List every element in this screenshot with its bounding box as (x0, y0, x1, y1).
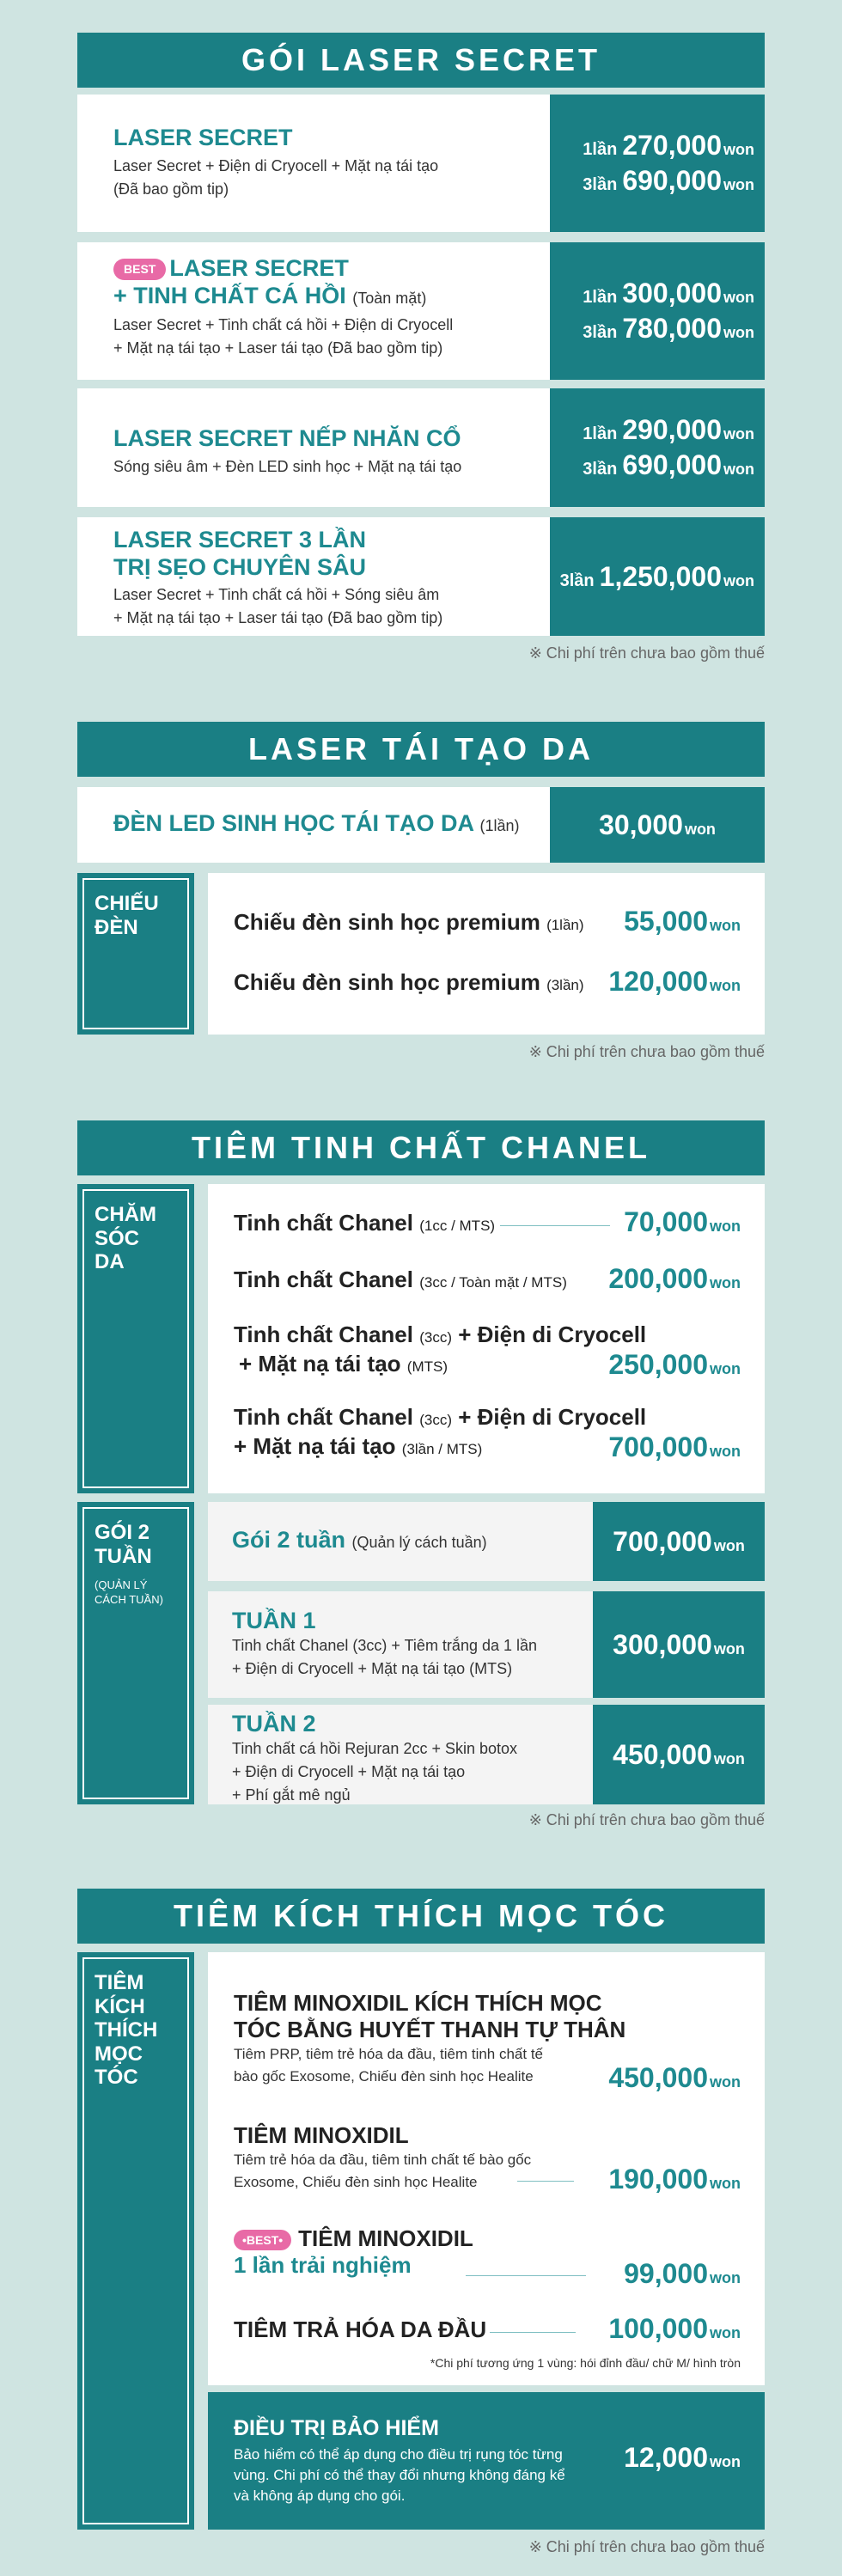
currency-unit: won (710, 917, 741, 934)
price-item[interactable] (208, 2122, 765, 2208)
item-desc: Exosome, Chiếu đèn sinh học Healite (234, 2173, 478, 2190)
currency-unit: won (710, 1274, 741, 1291)
tax-note: ※ Chi phí trên chưa bao gồm thuế (528, 2538, 765, 2555)
item-note: (3cc / Toàn mặt / MTS) (419, 1274, 567, 1291)
price: 100,000 (608, 2313, 708, 2344)
price-box (593, 1705, 765, 1804)
session-count: 1lần (583, 288, 618, 307)
price: 300,000 (622, 278, 722, 308)
price: 290,000 (622, 414, 722, 445)
package-desc: Tinh chất Chanel (3cc) + Tiêm trắng da 1 lần (232, 1637, 538, 1655)
currency-unit: won (710, 1218, 741, 1235)
package-title: TRỊ SẸO CHUYÊN SÂU (113, 554, 367, 581)
session-count: 3lần (583, 323, 618, 342)
package-desc: Laser Secret + Tinh chất cá hồi + Sóng siêu âm (113, 585, 440, 603)
currency-unit: won (723, 141, 754, 158)
dotted-leader (500, 1225, 610, 1226)
price: 30,000 (599, 809, 683, 840)
side-label-box (77, 1184, 194, 1493)
section-title-laser-regen: LASER TÁI TẠO DA (77, 722, 765, 777)
package-title-note: (Quản lý cách tuần) (351, 1534, 487, 1551)
package-desc: Tinh chất cá hồi Rejuran 2cc + Skin botox (232, 1740, 518, 1758)
side-label: CHIẾU ĐÈN (95, 892, 159, 939)
currency-unit: won (710, 2073, 741, 2091)
package-row-laser-secret[interactable] (77, 95, 765, 232)
hair-panel (208, 1952, 765, 2385)
package-title-note: (1lần) (479, 817, 520, 834)
currency-unit: won (723, 425, 754, 443)
price-item[interactable] (208, 2225, 765, 2294)
item-desc: Tiêm PRP, tiêm trẻ hóa da đầu, tiêm tinh chất tế (234, 2046, 544, 2062)
item-note: (3lần) (546, 977, 584, 993)
insurance-desc: Bảo hiểm có thể áp dụng cho điều trị rụng tóc từng (234, 2446, 563, 2463)
price-item[interactable] (208, 966, 765, 1000)
session-count: 3lần (559, 571, 595, 590)
price: 200,000 (608, 1263, 708, 1294)
price-item[interactable] (208, 1401, 765, 1466)
package-row-neck-wrinkle[interactable] (77, 388, 765, 507)
item-name: TIÊM MINOXIDIL (234, 2122, 409, 2148)
price: 120,000 (608, 966, 708, 997)
price-box (593, 1591, 765, 1698)
package-desc: Laser Secret + Tinh chất cá hồi + Điện di Cryocell (113, 315, 454, 333)
price-item[interactable] (208, 1318, 765, 1383)
currency-unit: won (713, 1639, 745, 1657)
section-title-laser-secret: GÓI LASER SECRET (77, 33, 765, 88)
item-name: Tinh chất Chanel (234, 1404, 413, 1430)
session-count: 3lần (583, 460, 618, 479)
currency-unit: won (710, 1443, 741, 1460)
side-label-box (77, 873, 194, 1035)
item-name: TIÊM TRẢ HÓA DA ĐẦU (234, 2317, 487, 2342)
item-name: + Điện di Cryocell (458, 1322, 647, 1347)
side-label-box (77, 1952, 194, 2530)
item-name: Tinh chất Chanel (234, 1322, 413, 1347)
package-desc: + Phí gắt mê ngủ (232, 1786, 351, 1804)
package-title: LASER SECRET NẾP NHĂN CỔ (113, 425, 461, 451)
price-item[interactable] (208, 1206, 765, 1241)
item-note: (3lần / MTS) (401, 1441, 483, 1457)
package-desc: + Điện di Cryocell + Mặt nạ tái tạo (MTS) (232, 1660, 513, 1678)
currency-unit: won (710, 2324, 741, 2341)
session-count: 3lần (583, 175, 618, 194)
side-label: TIÊM KÍCH THÍCH MỌC TÓC (95, 1971, 158, 2090)
price: 700,000 (608, 1431, 708, 1462)
package-desc: Sóng siêu âm + Đèn LED sinh học + Mặt nạ tái tạo (113, 458, 462, 476)
price-box (550, 242, 765, 380)
price: 300,000 (613, 1628, 712, 1660)
tax-note: ※ Chi phí trên chưa bao gồm thuế (528, 1811, 765, 1828)
price: 55,000 (624, 906, 708, 937)
side-label: CHĂM SÓC DA (95, 1203, 156, 1274)
currency-unit: won (710, 2269, 741, 2286)
insurance-desc: vùng. Chi phí có thể thay đổi nhưng không đáng kể (234, 2466, 565, 2483)
currency-unit: won (710, 977, 741, 994)
insurance-title: ĐIỀU TRỊ BẢO HIỂM (234, 2416, 439, 2440)
currency-unit: won (713, 1536, 745, 1554)
tax-note: ※ Chi phí trên chưa bao gồm thuế (528, 1043, 765, 1060)
package-row-led[interactable] (77, 787, 765, 863)
insurance-desc: và không áp dụng cho gói. (234, 2487, 406, 2504)
item-name: 1 lần trải nghiệm (234, 2252, 412, 2278)
currency-unit: won (723, 176, 754, 193)
package-title: TUẦN 1 (232, 1608, 316, 1633)
package-desc: + Mặt nạ tái tạo + Laser tái tạo (Đã bao gồm tip) (113, 339, 443, 357)
price: 690,000 (622, 449, 722, 480)
dotted-leader (490, 2332, 576, 2333)
package-row-scar-treatment[interactable] (77, 517, 765, 636)
session-count: 1lần (583, 140, 618, 159)
section-title-chanel: TIÊM TINH CHẤT CHANEL (77, 1120, 765, 1175)
price-box (593, 1502, 765, 1581)
dotted-leader (517, 2181, 574, 2182)
price: 450,000 (608, 2062, 708, 2093)
package-desc: + Mặt nạ tái tạo + Laser tái tạo (Đã bao gồm tip) (113, 608, 443, 626)
package-title-note: (Toàn mặt) (352, 290, 427, 308)
item-name: TÓC BẰNG HUYẾT THANH TỰ THÂN (234, 2017, 626, 2042)
item-note: (MTS) (406, 1358, 448, 1375)
best-badge: •BEST• (234, 2230, 291, 2250)
price: 450,000 (613, 1738, 712, 1770)
price: 690,000 (622, 165, 722, 196)
price: 190,000 (608, 2164, 708, 2194)
item-name: TIÊM MINOXIDIL KÍCH THÍCH MỌC (234, 1990, 602, 2016)
tax-note: ※ Chi phí trên chưa bao gồm thuế (528, 644, 765, 662)
best-badge: BEST (113, 259, 166, 280)
price: 700,000 (613, 1525, 712, 1557)
price: 70,000 (624, 1206, 708, 1237)
price-box (550, 95, 765, 232)
currency-unit: won (723, 324, 754, 341)
price: 250,000 (608, 1349, 708, 1380)
package-title: + TINH CHẤT CÁ HỒI (113, 283, 346, 309)
item-name: + Điện di Cryocell (458, 1404, 647, 1430)
fine-print: *Chi phí tương ứng 1 vùng: hói đỉnh đầu/ chữ M/ hình tròn (430, 2356, 741, 2370)
item-name: Tinh chất Chanel (234, 1210, 413, 1236)
price-item[interactable] (208, 1263, 765, 1297)
currency-unit: won (710, 2453, 741, 2470)
currency-unit: won (710, 2175, 741, 2192)
item-note: (3cc) (419, 1329, 453, 1346)
price: 99,000 (624, 2258, 708, 2289)
side-label-box (77, 1502, 194, 1804)
side-label: GÓI 2 TUẦN (95, 1521, 152, 1568)
dotted-leader (466, 2275, 586, 2276)
item-note: (1lần) (546, 917, 584, 933)
skin-care-panel (208, 1184, 765, 1493)
insurance-row[interactable] (208, 2392, 765, 2530)
item-name: Chiếu đèn sinh học premium (234, 969, 540, 995)
price: 1,250,000 (599, 560, 722, 592)
package-row-week-2[interactable] (208, 1705, 765, 1804)
currency-unit: won (723, 571, 754, 589)
package-row-laser-secret-salmon[interactable] (77, 242, 765, 380)
item-name: + Mặt nạ tái tạo (234, 1433, 396, 1459)
price: 780,000 (622, 313, 722, 344)
item-note: (1cc / MTS) (419, 1218, 496, 1234)
item-name: + Mặt nạ tái tạo (239, 1351, 401, 1377)
package-desc: + Điện di Cryocell + Mặt nạ tái tạo (232, 1763, 466, 1781)
package-row-two-week[interactable] (208, 1502, 765, 1581)
price-item[interactable] (208, 1990, 765, 2102)
package-title: LASER SECRET (113, 125, 293, 150)
item-name: TIÊM MINOXIDIL (298, 2225, 473, 2251)
package-desc: Laser Secret + Điện di Cryocell + Mặt nạ tái tạo (113, 157, 439, 175)
package-title: LASER SECRET (169, 255, 349, 281)
package-title: LASER SECRET 3 LẦN (113, 527, 367, 552)
item-desc: Tiêm trẻ hóa da đầu, tiêm tinh chất tế bào gốc (234, 2152, 532, 2168)
currency-unit: won (710, 1360, 741, 1377)
item-name: Tinh chất Chanel (234, 1267, 413, 1292)
item-note: (3cc) (419, 1412, 453, 1428)
item-desc: bào gốc Exosome, Chiếu đèn sinh học Healite (234, 2067, 534, 2085)
currency-unit: won (723, 289, 754, 306)
currency-unit: won (713, 1749, 745, 1767)
session-count: 1lần (583, 424, 618, 443)
price-item[interactable] (208, 906, 765, 940)
section-title-hair: TIÊM KÍCH THÍCH MỌC TÓC (77, 1889, 765, 1944)
price: 270,000 (622, 130, 722, 161)
package-title: TUẦN 2 (232, 1711, 316, 1737)
package-desc: (Đã bao gồm tip) (113, 180, 229, 198)
package-title: ĐÈN LED SINH HỌC TÁI TẠO DA (113, 810, 474, 836)
price-box (550, 517, 765, 636)
item-name: Chiếu đèn sinh học premium (234, 909, 540, 935)
package-row-week-1[interactable] (208, 1591, 765, 1698)
price-item[interactable] (208, 2313, 765, 2347)
price: 12,000 (624, 2442, 708, 2473)
light-therapy-panel (208, 873, 765, 1035)
side-sublabel: (QUẢN LÝ CÁCH TUẦN) (95, 1578, 163, 1607)
currency-unit: won (723, 461, 754, 478)
currency-unit: won (684, 820, 716, 838)
price-box (550, 787, 765, 863)
price-box (550, 388, 765, 507)
package-title: Gói 2 tuần (232, 1527, 346, 1553)
